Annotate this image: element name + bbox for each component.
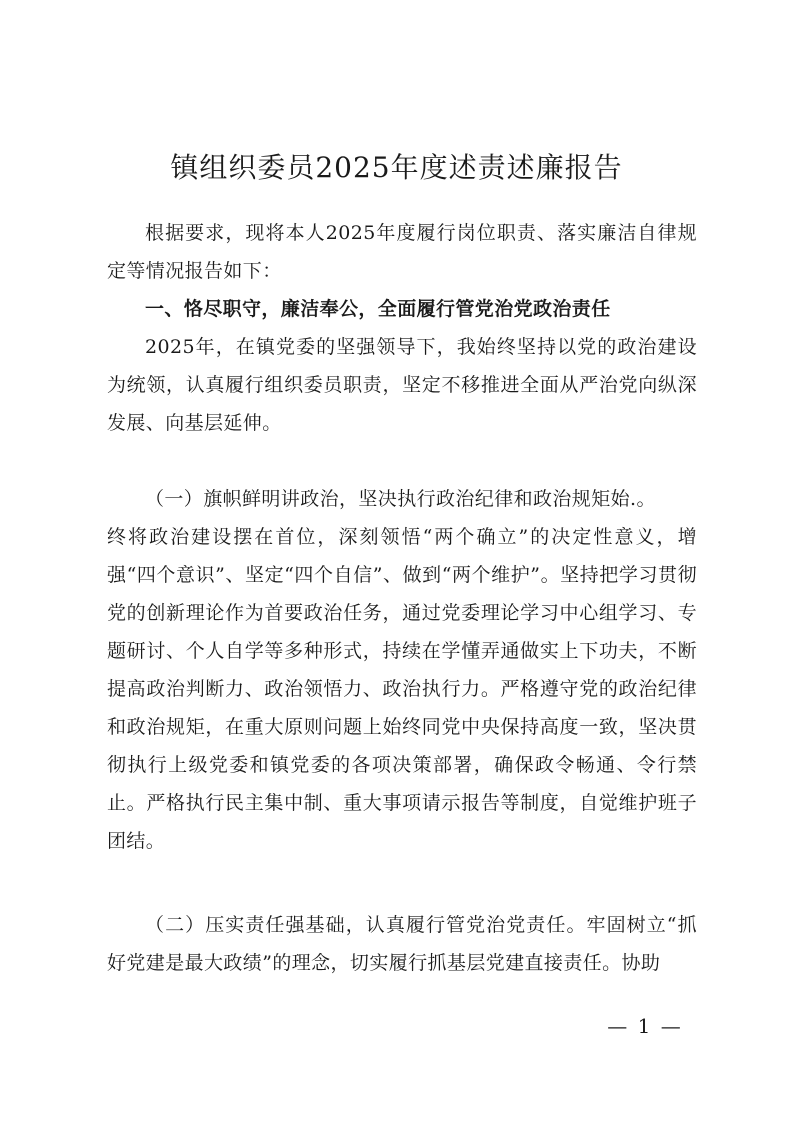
subsection1-body: 终将政治建设摆在首位，深刻领悟“两个确立”的决定性意义，增强“四个意识”、坚定“四个自信”、做到“两个维护”。坚持把学习贯彻党的创新理论作为首要政治任务，通过党委理论学习中心组学习、专题研讨、个人自学等多种形式，持续在学懂弄通做实上下功夫，不断提高政治判断力、政治领悟力、政治执行力。严格遵守党的政治纪律和政治规矩，在重大原则问题上始终同党中央保持高度一致，坚决贯彻执行上级党委和镇党委的各项决策部署，确保政令畅通、令行禁止。严格执行民主集中制、重大事项请示报告等制度，自觉维护班子团结。 <box>107 526 697 852</box>
subsection2-paragraph <box>107 906 697 982</box>
intro-paragraph: 根据要求，现将本人2025年度履行岗位职责、落实廉洁自律规定等情况报告如下： <box>107 222 697 282</box>
document-title: 镇组织委员2025年度述责述廉报告 <box>170 151 623 184</box>
subsection1-heading: （一）旗帜鲜明讲政治，坚决执行政治纪律和政治规矩始.。 <box>145 488 656 510</box>
subsection2-body: 牢固树立“抓好党建是最大政绩”的理念，切实履行抓基层党建直接责任。协助 <box>107 914 697 974</box>
page-number: — 1 — <box>607 1014 683 1038</box>
section1-paragraph: 2025年，在镇党委的坚强领导下，我始终坚持以党的政治建设为统领，认真履行组织委员职责，坚定不移推进全面从严治党向纵深发展、向基层延伸。 <box>107 336 697 434</box>
intro-block <box>107 214 697 290</box>
section1-heading: 一、恪尽职守，廉洁奉公，全面履行管党治党政治责任 <box>145 298 611 320</box>
subsection2-block <box>107 906 697 982</box>
section1-block <box>107 290 697 442</box>
subsection1-block <box>107 480 697 860</box>
subsection2-heading: （二）压实责任强基础，认真履行管党治党责任。 <box>145 914 587 936</box>
